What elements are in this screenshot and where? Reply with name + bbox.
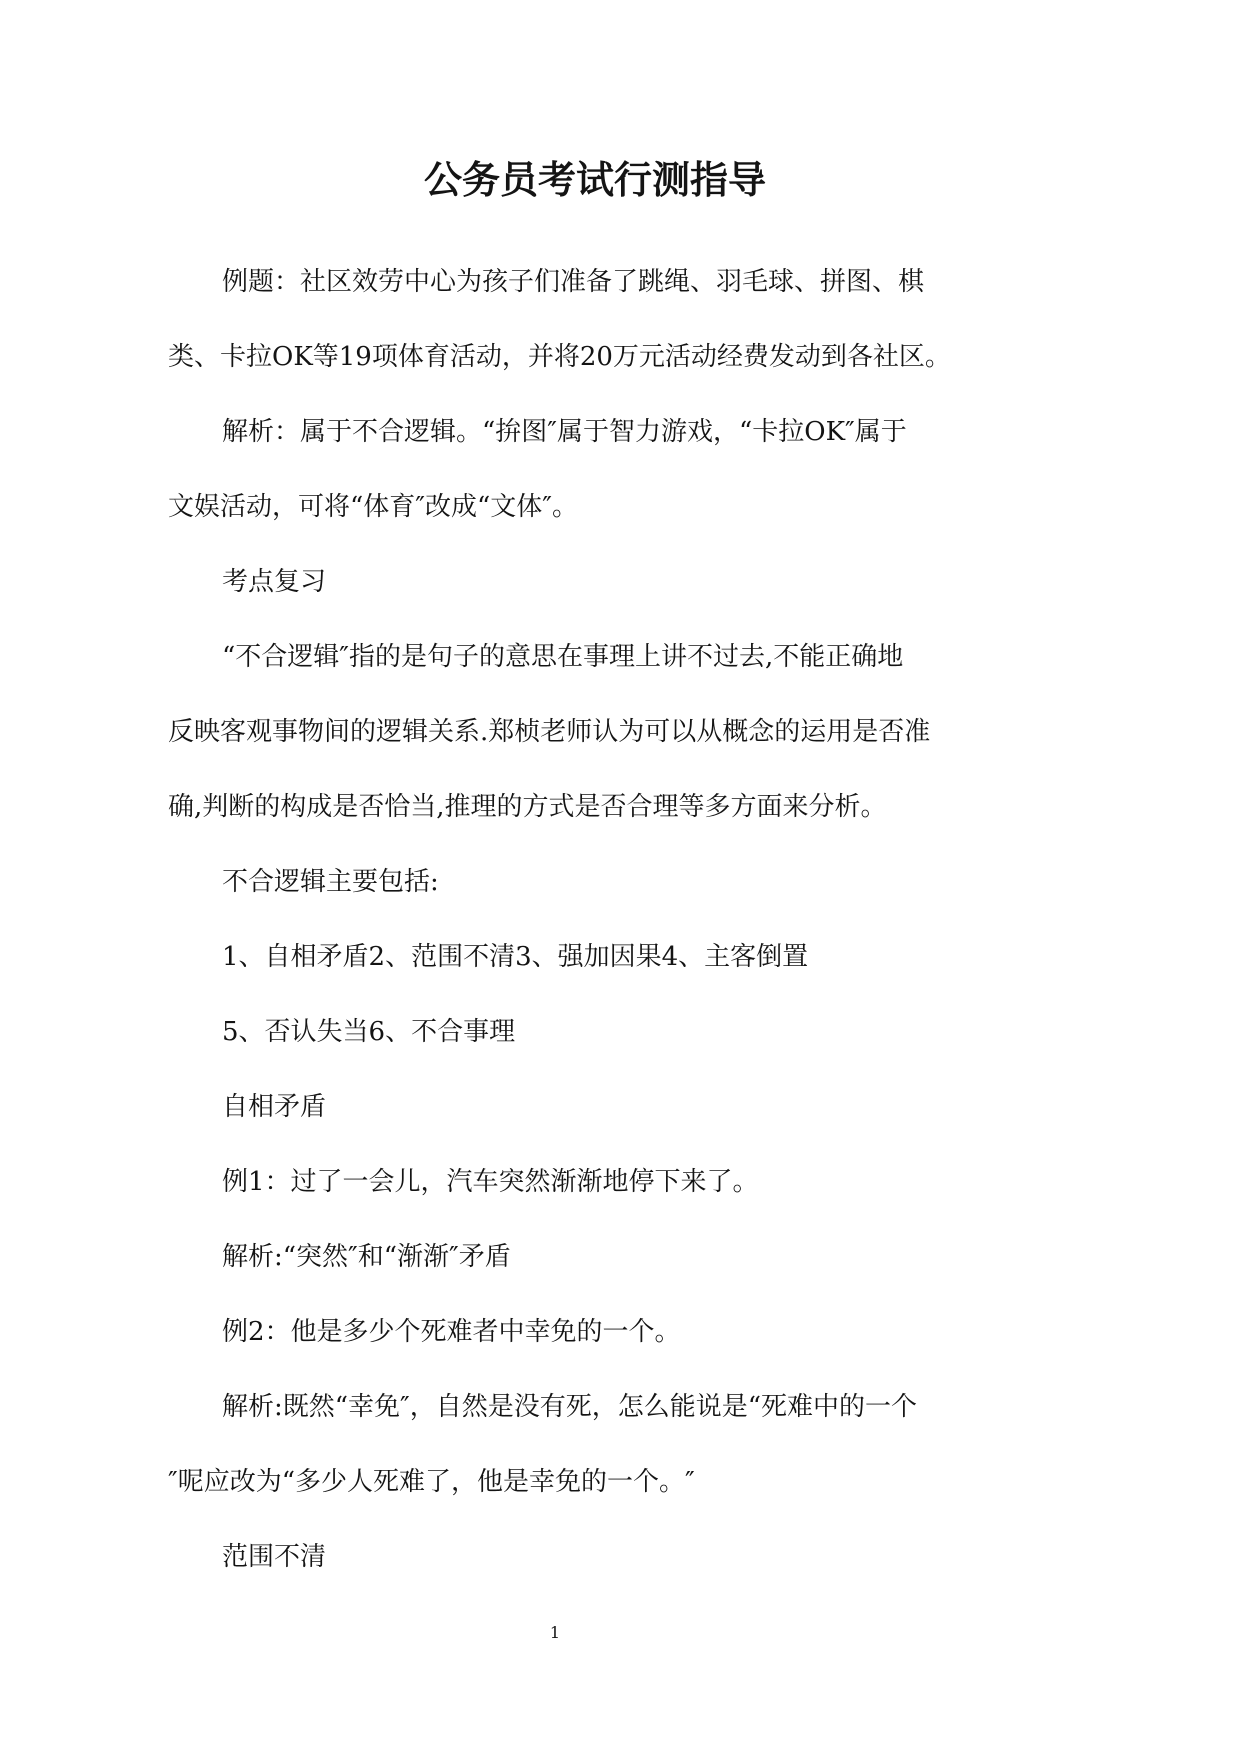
- example-1: [168, 1145, 948, 1220]
- section-heading-review: [168, 545, 948, 620]
- subsection-heading-self-contradiction: [168, 1070, 948, 1145]
- text-line: 例1：过了一会儿，汽车突然渐渐地停下来了。: [222, 1167, 759, 1197]
- document-body: [168, 245, 951, 1595]
- category-list-line-2: [168, 995, 948, 1070]
- page-number: 1: [549, 1623, 561, 1642]
- example-1-analysis: [168, 1220, 948, 1295]
- subsection-heading-unclear-scope: [168, 1520, 948, 1595]
- example-2: [168, 1295, 948, 1370]
- definition-paragraph: [168, 620, 948, 845]
- example-2-analysis: [168, 1370, 948, 1520]
- category-list-line-1: [168, 920, 948, 995]
- text-line: 不合逻辑主要包括:: [222, 867, 439, 897]
- text-line: 类、卡拉OK等19项体育活动，并将20万元活动经费发动到各社区。: [168, 342, 951, 372]
- text-line: 考点复习: [222, 567, 327, 597]
- text-line: 1、自相矛盾2、范围不清3、强加因果4、主客倒置: [222, 942, 809, 972]
- text-line: 解析：属于不合逻辑。“拚图″属于智力游戏，“卡拉OK″属于: [222, 417, 907, 447]
- text-line: 反映客观事物间的逻辑关系.郑桢老师认为可以从概念的运用是否准: [168, 717, 931, 747]
- text-line: 例题：社区效劳中心为孩子们准备了跳绳、羽毛球、拼图、棋: [222, 267, 925, 297]
- text-line: ″呢应改为“多少人死难了，他是幸免的一个。″: [168, 1467, 695, 1497]
- text-line: 自相矛盾: [222, 1092, 327, 1122]
- text-line: 5、否认失当6、不合事理: [222, 1017, 516, 1047]
- text-line: 解析:既然“幸免″，自然是没有死，怎么能说是“死难中的一个: [222, 1392, 918, 1422]
- text-line: “不合逻辑″指的是句子的意思在事理上讲不过去,不能正确地: [222, 642, 904, 672]
- text-line: 范围不清: [222, 1542, 327, 1572]
- text-line: 解析:“突然″和“渐渐″矛盾: [222, 1242, 511, 1272]
- analysis-paragraph: [168, 395, 948, 545]
- document-title: 公务员考试行测指导: [423, 157, 766, 202]
- text-line: 确,判断的构成是否恰当,推理的方式是否合理等多方面来分析。: [168, 792, 887, 822]
- example-question-paragraph: [168, 245, 951, 395]
- list-intro: [168, 845, 948, 920]
- text-line: 例2：他是多少个死难者中幸免的一个。: [222, 1317, 681, 1347]
- text-line: 文娱活动，可将“体育″改成“文体″。: [168, 492, 579, 522]
